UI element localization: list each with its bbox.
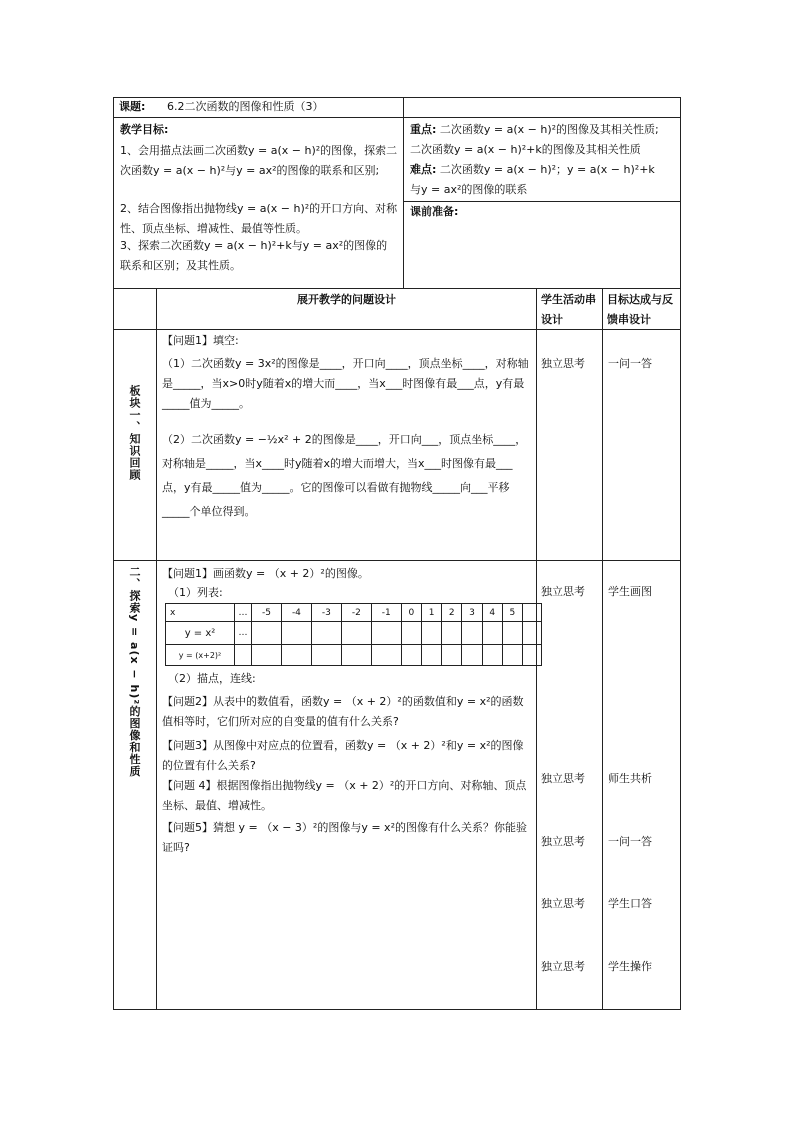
table-cell: y = (x+2)² xyxy=(166,645,235,666)
table-cell xyxy=(401,645,421,666)
table-cell: 5 xyxy=(502,604,522,622)
difficulty-text-2: 与y = ax²的图像的联系 xyxy=(410,183,528,196)
table-cell xyxy=(252,622,282,645)
table-cell xyxy=(281,645,311,666)
column-feedback: 目标达成与反馈串设计 xyxy=(607,293,673,326)
key-text-2: 二次函数y = a(x − h)²+k的图像及其相关性质 xyxy=(410,143,641,156)
m1-feedback: 一问一答 xyxy=(608,357,652,370)
m2-feedback-2: 师生共析 xyxy=(608,772,652,785)
table-cell: 2 xyxy=(442,604,462,622)
table-cell: -2 xyxy=(341,604,371,622)
m1-question-title: 【问题1】填空: xyxy=(162,334,239,347)
table-cell: x xyxy=(166,604,235,622)
m2-student-1: 独立思考 xyxy=(541,585,585,598)
table-cell: … xyxy=(235,604,252,622)
m1-question-2: （2）二次函数y = −½x² + 2的图像是____，开口向___，顶点坐标____，对称轴是_____，当x____时y随着x的增大而增大，当x___时图像有最___点，y有最_____值为_____。它的图像可以看做有抛物线_____向___平移_____个单位得到。 xyxy=(162,433,527,518)
key-text-1: 二次函数y = a(x − h)²的图像及其相关性质; xyxy=(439,123,659,136)
table-line xyxy=(113,117,681,118)
m2-list-step: （1）列表: xyxy=(168,586,223,599)
table-line xyxy=(156,288,157,1010)
table-line xyxy=(403,97,404,289)
table-cell: -4 xyxy=(281,604,311,622)
table-cell xyxy=(502,622,522,645)
table-cell xyxy=(371,645,401,666)
m1-question-1: （1）二次函数y = 3x²的图像是____，开口向____，顶点坐标____，对称轴是_____，当x>0时y随着x的增大而____，当x___时图像有最___点，y有最_____值为_____。 xyxy=(162,357,529,410)
m2-student-5: 独立思考 xyxy=(541,960,585,973)
m2-student-2: 独立思考 xyxy=(541,772,585,785)
table-cell xyxy=(523,604,542,622)
table-cell xyxy=(341,645,371,666)
table-cell xyxy=(462,622,482,645)
table-border-left xyxy=(113,97,114,1010)
difficulty xyxy=(410,161,655,179)
topic-label: 课题: xyxy=(119,100,146,113)
table-cell: 1 xyxy=(421,604,441,622)
m2-problem-5: 【问题5】猜想 y = （x − 3）²的图像与y = x²的图像有什么关系？你能验证吗? xyxy=(162,821,527,854)
column-student: 学生活动串设计 xyxy=(541,293,596,326)
table-cell xyxy=(523,622,542,645)
difficulty-label: 难点: xyxy=(410,163,437,176)
table-row xyxy=(166,645,542,666)
table-cell xyxy=(462,645,482,666)
m2-feedback-3: 一问一答 xyxy=(608,835,652,848)
m2-problem-2: 【问题2】从表中的数值看，函数y = （x + 2）²的函数值和y = x²的函数值相等时，它们所对应的自变量的值有什么关系? xyxy=(162,695,524,728)
m2-problem-4: 【问题 4】根据图像指出抛物线y = （x + 2）²的开口方向、对称轴、顶点坐标、最值、增减性。 xyxy=(162,779,527,812)
m2-problem-3: 【问题3】从图像中对应点的位置看，函数y = （x + 2）²和y = x²的图像的位置有什么关系? xyxy=(162,739,524,772)
value-table xyxy=(165,603,542,666)
key-label: 重点: xyxy=(410,123,437,136)
table-cell xyxy=(523,645,542,666)
table-cell xyxy=(421,645,441,666)
table-cell xyxy=(252,645,282,666)
m2-student-3: 独立思考 xyxy=(541,835,585,848)
table-cell xyxy=(371,622,401,645)
m2-student-4: 独立思考 xyxy=(541,897,585,910)
goal-1: 1、会用描点法画二次函数y = a(x − h)²的图像，探索二次函数y = a(x − h)²与y = ax²的图像的联系和区别; xyxy=(120,144,398,177)
table-cell: 3 xyxy=(462,604,482,622)
m2-feedback-1: 学生画图 xyxy=(608,585,652,598)
table-cell xyxy=(482,645,502,666)
table-cell xyxy=(311,622,341,645)
table-cell xyxy=(401,622,421,645)
table-row xyxy=(166,604,542,622)
table-line xyxy=(113,288,681,289)
table-cell: 0 xyxy=(401,604,421,622)
table-cell xyxy=(281,622,311,645)
table-cell: y = x² xyxy=(166,622,235,645)
module1-label: 板块一、知识回顾 xyxy=(128,385,141,481)
prep-label: 课前准备: xyxy=(410,205,459,218)
table-line xyxy=(602,288,603,1010)
table-cell xyxy=(341,622,371,645)
topic-title: 6.2二次函数的图像和性质（3） xyxy=(167,100,324,113)
m2-feedback-5: 学生操作 xyxy=(608,960,652,973)
table-cell xyxy=(421,622,441,645)
table-border-right xyxy=(680,97,681,1010)
table-cell xyxy=(482,622,502,645)
table-cell xyxy=(311,645,341,666)
table-cell: 4 xyxy=(482,604,502,622)
m2-feedback-4: 学生口答 xyxy=(608,897,652,910)
table-cell: -1 xyxy=(371,604,401,622)
difficulty-text-1: 二次函数y = a(x − h)²；y = a(x − h)²+k xyxy=(439,163,655,176)
goal-2: 2、结合图像指出抛物线y = a(x − h)²的开口方向、对称性、顶点坐标、增减性、最值等性质。 xyxy=(120,202,398,235)
key-point xyxy=(410,121,659,139)
m1-student: 独立思考 xyxy=(541,357,585,370)
table-line xyxy=(113,329,681,330)
table-cell: … xyxy=(235,622,252,645)
m2-plot-step: （2）描点，连线: xyxy=(168,672,256,685)
column-design: 展开教学的问题设计 xyxy=(297,293,396,306)
table-cell xyxy=(442,645,462,666)
table-cell: -5 xyxy=(252,604,282,622)
table-line xyxy=(113,560,681,561)
table-cell xyxy=(502,645,522,666)
goal-3: 3、探索二次函数y = a(x − h)²+k与y = ax²的图像的联系和区别；及其性质。 xyxy=(120,239,388,272)
table-border-bottom xyxy=(113,1009,681,1010)
table-cell xyxy=(235,645,252,666)
m2-problem-1: 【问题1】画函数y = （x + 2）²的图像。 xyxy=(162,567,369,580)
table-cell xyxy=(442,622,462,645)
table-row xyxy=(166,622,542,645)
table-line xyxy=(403,201,681,202)
module2-label: 二、探索y = a(x − h)²的图像和性质 xyxy=(128,566,141,778)
goals-title: 教学目标: xyxy=(120,123,169,136)
table-cell: -3 xyxy=(311,604,341,622)
